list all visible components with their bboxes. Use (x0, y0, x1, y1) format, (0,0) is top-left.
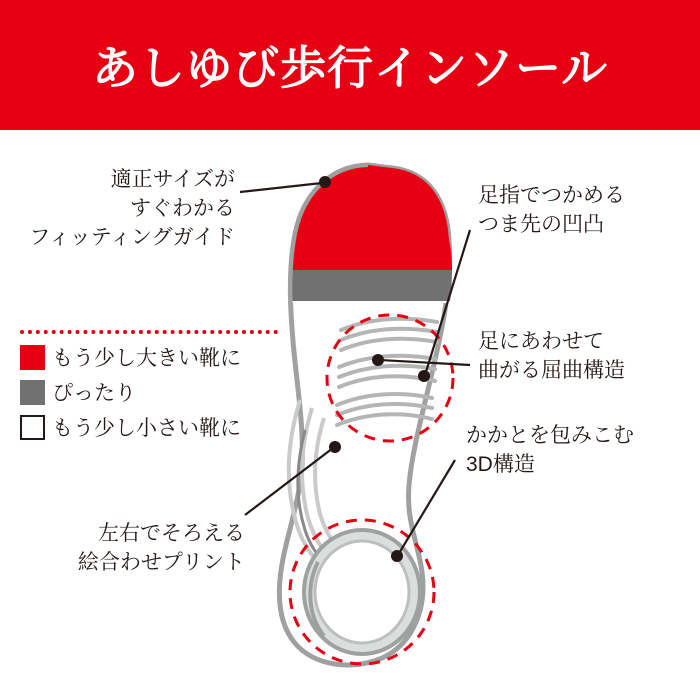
callout-flex-structure (478, 328, 625, 386)
swatch-gray-icon (20, 380, 45, 405)
fit-guide-legend (20, 330, 290, 447)
legend-label: もう少し大きい靴に (52, 347, 241, 370)
legend-divider (20, 330, 278, 334)
insole-shape (279, 165, 452, 665)
legend-item-smaller (20, 412, 290, 442)
callout-line: 足指でつかめる (478, 184, 625, 207)
callout-line: 左右でそろえる (98, 522, 245, 545)
callout-heel-3d (466, 422, 634, 480)
legend-label: もう少し小さい靴に (52, 417, 241, 440)
callout-line: フィッティングガイド (29, 225, 235, 249)
callout-line: 適正サイズが (110, 168, 235, 191)
legend-label: ぴったり (52, 382, 136, 405)
diagram-area (0, 130, 700, 700)
callout-line: 曲がる屈曲構造 (478, 358, 625, 382)
swatch-white-icon (20, 415, 45, 440)
callout-line: つま先の凹凸 (478, 212, 604, 236)
legend-item-larger (20, 342, 290, 372)
callout-line: 絵合わせプリント (77, 550, 245, 574)
swatch-red-icon (20, 345, 45, 370)
legend-item-fits (20, 377, 290, 407)
page-title: あしゆび歩行インソール (91, 42, 609, 94)
callout-matching-print (20, 520, 245, 578)
callout-line: かかとを包みこむ (466, 424, 634, 447)
callout-line: 3D構造 (466, 452, 535, 476)
callout-fitting-guide (20, 166, 235, 253)
callout-line: すぐわかる (130, 196, 235, 220)
callout-toe-grip (478, 182, 625, 240)
callout-line: 足にあわせて (478, 330, 604, 353)
